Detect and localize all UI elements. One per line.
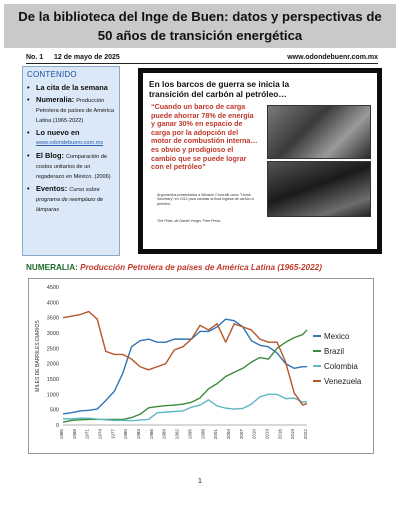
x-tick-label: 2016: [277, 429, 283, 440]
header-divider: [26, 63, 378, 64]
oil-production-chart: [28, 278, 374, 454]
warship-photo-icon: [267, 105, 371, 159]
numeralia-title: Producción Petrolera de países de América Latina (1965-2022): [80, 263, 322, 272]
stokers-photo-icon: [267, 161, 371, 217]
x-tick-label: 1986: [148, 429, 154, 440]
x-tick-label: 1965: [59, 429, 64, 440]
y-tick-label: 1000: [46, 392, 59, 399]
feature-quote: “Cuando un barco de carga puede ahorrar 78% de energía y ganar 30% en espacio de carga por la adopción del motor de combustión interna…es obvio y prodigioso el cambio que se puede lograr con el petróleo”: [151, 102, 258, 172]
x-tick-label: 1974: [97, 429, 103, 440]
y-axis-label: MILES DE BARRILES DIARIOS: [35, 320, 41, 392]
contents-item-detail: Producción Petrolera de países de América Latina (1965-2022): [36, 98, 115, 124]
x-tick-label: 1983: [136, 429, 142, 440]
legend-entry-brazil: Brazil: [324, 347, 345, 356]
contents-item-link[interactable]: www.odondebuenr.com.mx: [36, 140, 104, 146]
y-tick-label: 2000: [46, 361, 59, 368]
series-line-brazil: [63, 330, 307, 422]
contents-item-nuevo[interactable]: • Lo nuevo en www.odondebuenr.com.mx: [27, 128, 115, 148]
feature-source: The Prize, de Daniel Yergin, Free Press.: [157, 219, 222, 223]
feature-note: Argumentos presentados a Winston Churchill como "Home Secretary" en 1912 para cambiar la flota inglesa de carbón a petróleo.: [157, 193, 254, 206]
chart-svg: [29, 279, 373, 453]
x-tick-label: 2001: [213, 429, 219, 440]
contents-item-detail: Curso sobre programa de reemplazo de lámparas: [36, 187, 104, 213]
x-tick-label: 1992: [174, 429, 180, 440]
contents-item-cita[interactable]: • La cita de la semana: [27, 83, 115, 92]
quote-of-the-week-panel: [138, 68, 382, 254]
contents-item-detail: Comparación de costos unitarios de un regaderazo en México. (2006): [36, 154, 111, 180]
contents-item-blog[interactable]: • El Blog: Comparación de costos unitarios de un regaderazo en México. (2006): [27, 151, 115, 181]
series-line-mexico: [63, 319, 307, 414]
y-tick-label: 4500: [46, 285, 59, 291]
title-line-1: De la biblioteca del Inge de Buen: datos y perspectivas de: [18, 9, 382, 24]
legend-entry-venezuela: Venezuela: [324, 377, 362, 386]
x-tick-label: 1977: [110, 429, 116, 440]
page-number: 1: [198, 478, 202, 485]
x-tick-label: 1968: [71, 429, 77, 440]
contents-heading: CONTENIDO: [27, 70, 77, 79]
y-tick-label: 2500: [46, 346, 59, 353]
x-tick-label: 2019: [290, 429, 296, 440]
contents-item-eventos[interactable]: • Eventos: Curso sobre programa de reemplazo de lámparas: [27, 184, 115, 214]
x-tick-label: 1995: [187, 429, 193, 440]
x-tick-label: 1980: [123, 429, 129, 440]
y-tick-label: 0: [55, 423, 59, 429]
x-tick-label: 2010: [251, 429, 257, 440]
issue-date: 12 de mayo de 2025: [54, 54, 120, 61]
y-tick-label: 3000: [46, 331, 59, 337]
numeralia-heading: [26, 263, 322, 272]
x-tick-label: 2004: [225, 429, 231, 440]
newsletter-title-banner: [4, 4, 396, 48]
website-link[interactable]: www.odondebuenr.com.mx: [287, 54, 378, 61]
y-tick-label: 3500: [46, 315, 59, 322]
x-tick-label: 2013: [264, 429, 270, 440]
legend-entry-mexico: Mexico: [324, 332, 350, 341]
numeralia-label: NUMERALIA:: [26, 263, 78, 272]
legend-entry-colombia: Colombia: [324, 362, 358, 371]
issue-number: No. 1: [26, 54, 44, 61]
x-tick-label: 2022: [303, 429, 308, 440]
x-tick-label: 1971: [84, 429, 90, 440]
y-tick-label: 500: [49, 407, 59, 414]
contents-box: [22, 66, 120, 256]
x-tick-label: 1989: [161, 429, 167, 440]
y-tick-label: 1500: [46, 377, 59, 383]
series-line-venezuela: [63, 312, 307, 406]
contents-item-numeralia[interactable]: • Numeralia: Producción Petrolera de países de América Latina (1965-2022): [27, 95, 115, 125]
x-tick-label: 2007: [238, 429, 244, 440]
y-tick-label: 4000: [46, 300, 59, 307]
title-line-2: 50 años de transición energética: [97, 28, 303, 43]
x-tick-label: 1998: [200, 429, 206, 440]
feature-headline: En los barcos de guerra se inicia la transición del carbón al petróleo…: [149, 79, 290, 99]
contents-list: [27, 83, 115, 214]
